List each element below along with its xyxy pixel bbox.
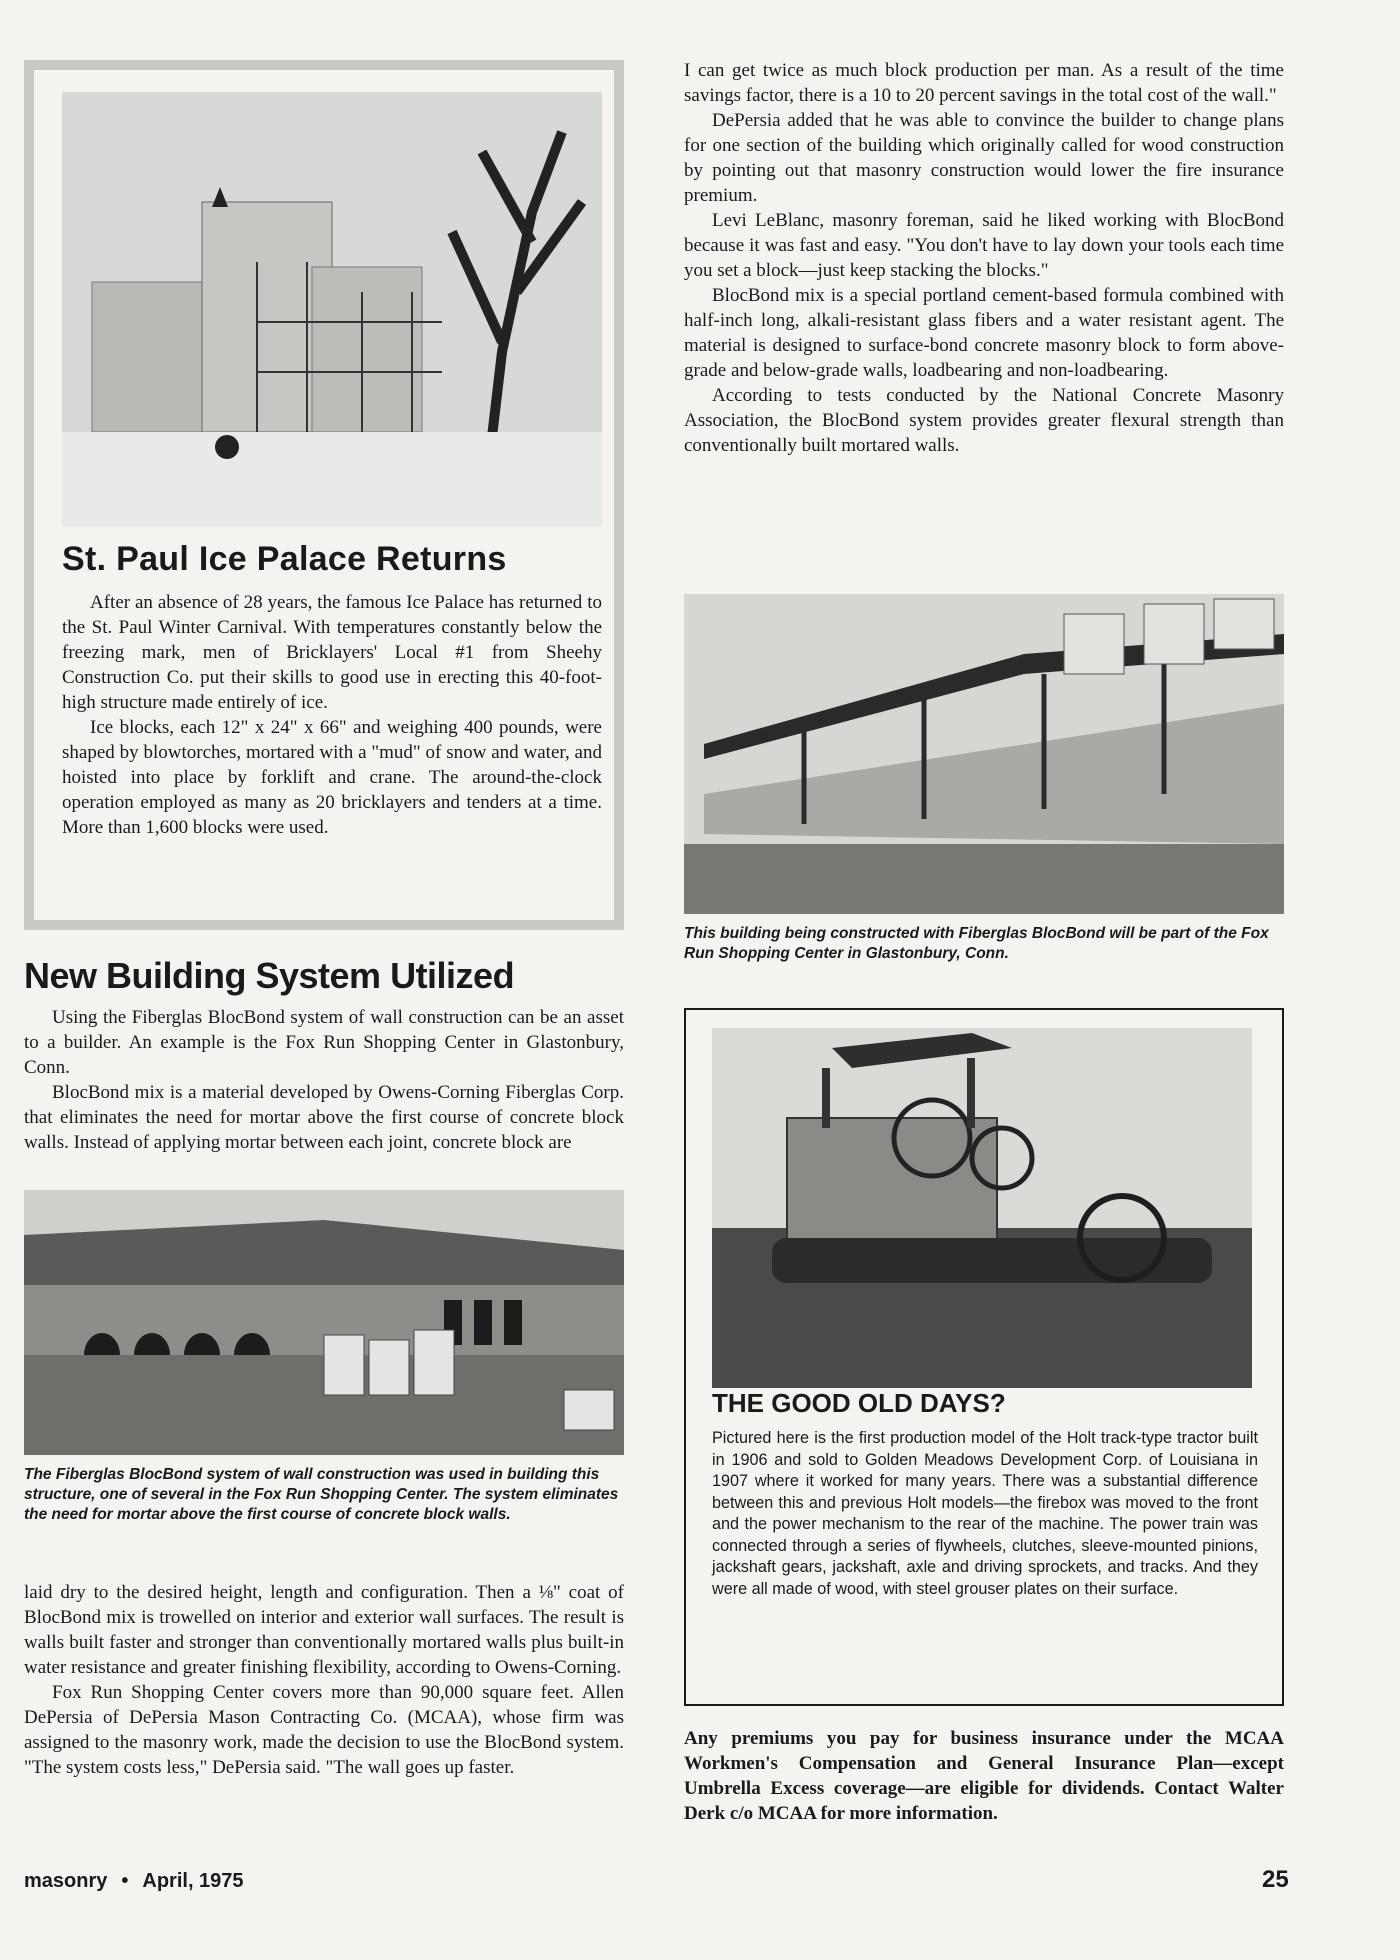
ice-palace-paragraph: Ice blocks, each 12" x 24" x 66" and weighing 400 pounds, were shaped by blowtorches, mortared with a "mud" of snow and water, and hoisted into place by forklift and crane. The around-the-clock operation employed as many as 20 bricklayers and tenders at a time. More than 1,600 blocks were used. bbox=[62, 717, 602, 838]
ice-palace-title: St. Paul Ice Palace Returns bbox=[62, 540, 507, 578]
ice-palace-illustration bbox=[62, 92, 602, 527]
new-building-text-continued bbox=[24, 1580, 624, 1780]
fox-run-caption: This building being constructed with Fiberglas BlocBond will be part of the Fox Run Shopping Center in Glastonbury, Conn. bbox=[684, 925, 1269, 962]
shopping-center-illustration bbox=[24, 1190, 624, 1455]
left-column bbox=[24, 60, 624, 1778]
blocbond-paragraph: Levi LeBlanc, masonry foreman, said he liked working with BlocBond because it was fast and easy. "You don't have to lay down your tools each time you set a block—just keep stacking the blocks." bbox=[684, 210, 1284, 281]
ice-palace-text bbox=[62, 590, 602, 840]
blocbond-paragraph: I can get twice as much block production per man. As a result of the time savings factor, there is a 10 to 20 percent savings in the total cost of the wall." bbox=[684, 60, 1284, 106]
good-old-days-text: Pictured here is the first production model of the Holt track-type tractor built in 1906 and sold to Golden Meadows Development Corp. of Louisiana in 1907 where it worked for many years. There was a substantial difference between this and previous Holt models—the firebox was moved to the front and the power mechanism to the rear of the machine. The power train was connected through a series of flywheels, clutches, sleeve-mounted pinions, jackshaft gears, jackshaft, axle and driving sprockets, and tracks. And they were all made of wood, with steel grouser plates on their surface. bbox=[712, 1429, 1258, 1598]
new-building-paragraph: Fox Run Shopping Center covers more than 90,000 square feet. Allen DePersia of DePersia Mason Contracting Co. (MCAA), whose firm was assigned to the masonry work, made the decision to use the BlocBond system. "The system costs less," DePersia said. "The wall goes up faster. bbox=[24, 1682, 624, 1778]
page-number: 25 bbox=[1262, 1866, 1289, 1893]
holt-tractor-illustration bbox=[712, 1028, 1252, 1388]
issue-date: April, 1975 bbox=[142, 1870, 244, 1892]
footer-bullet: • bbox=[121, 1870, 129, 1892]
ice-palace-photo bbox=[62, 92, 602, 527]
shopping-center-photo bbox=[24, 1190, 624, 1455]
holt-tractor-photo bbox=[712, 1028, 1252, 1388]
new-building-text-intro bbox=[24, 1005, 624, 1155]
fox-run-illustration bbox=[684, 594, 1284, 914]
page-footer bbox=[24, 1870, 244, 1893]
fox-run-construction-photo bbox=[684, 594, 1284, 914]
blocbond-paragraph: BlocBond mix is a special portland cement-based formula combined with half-inch long, alkali-resistant glass fibers and a water resistant agent. The material is designed to surface-bond concrete masonry block to form above-grade and below-grade walls, loadbearing and non-loadbearing. bbox=[684, 285, 1284, 381]
good-old-days-title: THE GOOD OLD DAYS? bbox=[712, 1388, 1006, 1418]
blocbond-paragraph: DePersia added that he was able to convince the builder to change plans for one section of the building which originally called for wood construction by pointing out that masonry construction would lower the fire insurance premium. bbox=[684, 110, 1284, 206]
new-building-paragraph: Using the Fiberglas BlocBond system of wall construction can be an asset to a builder. An example is the Fox Run Shopping Center in Glastonbury, Conn. bbox=[24, 1007, 624, 1078]
blocbond-paragraph: According to tests conducted by the National Concrete Masonry Association, the BlocBond system provides greater flexural strength than conventionally built mortared walls. bbox=[684, 385, 1284, 456]
blocbond-text-continued bbox=[684, 58, 1284, 458]
insurance-notice: Any premiums you pay for business insurance under the MCAA Workmen's Compensation and General Insurance Plan—except Umbrella Excess coverage—are eligible for dividends. Contact Walter Derk c/o MCAA for more information. bbox=[684, 1728, 1284, 1824]
ice-palace-paragraph: After an absence of 28 years, the famous Ice Palace has returned to the St. Paul Winter Carnival. With temperatures constantly below the freezing mark, men of Bricklayers' Local #1 from Sheehy Construction Co. put their skills to good use in erecting this 40-foot-high structure made entirely of ice. bbox=[62, 592, 602, 713]
good-old-days-box bbox=[684, 1008, 1284, 1706]
shopping-center-caption: The Fiberglas BlocBond system of wall construction was used in building this structure, one of several in the Fox Run Shopping Center. The system eliminates the need for mortar above the first course of concrete block walls. bbox=[24, 1466, 619, 1523]
new-building-title: New Building System Utilized bbox=[24, 955, 515, 996]
ice-palace-box bbox=[24, 60, 624, 930]
new-building-paragraph: laid dry to the desired height, length and configuration. Then a ⅛" coat of BlocBond mix is trowelled on interior and exterior wall surfaces. The result is walls built faster and stronger than conventionally mortared walls plus built-in water resistance and greater finishing flexibility, according to Owens-Corning. bbox=[24, 1582, 624, 1678]
publication-name: masonry bbox=[24, 1870, 108, 1892]
new-building-paragraph: BlocBond mix is a material developed by Owens-Corning Fiberglas Corp. that eliminates the need for mortar above the first course of concrete block walls. Instead of applying mortar between each joint, concrete block are bbox=[24, 1082, 624, 1153]
